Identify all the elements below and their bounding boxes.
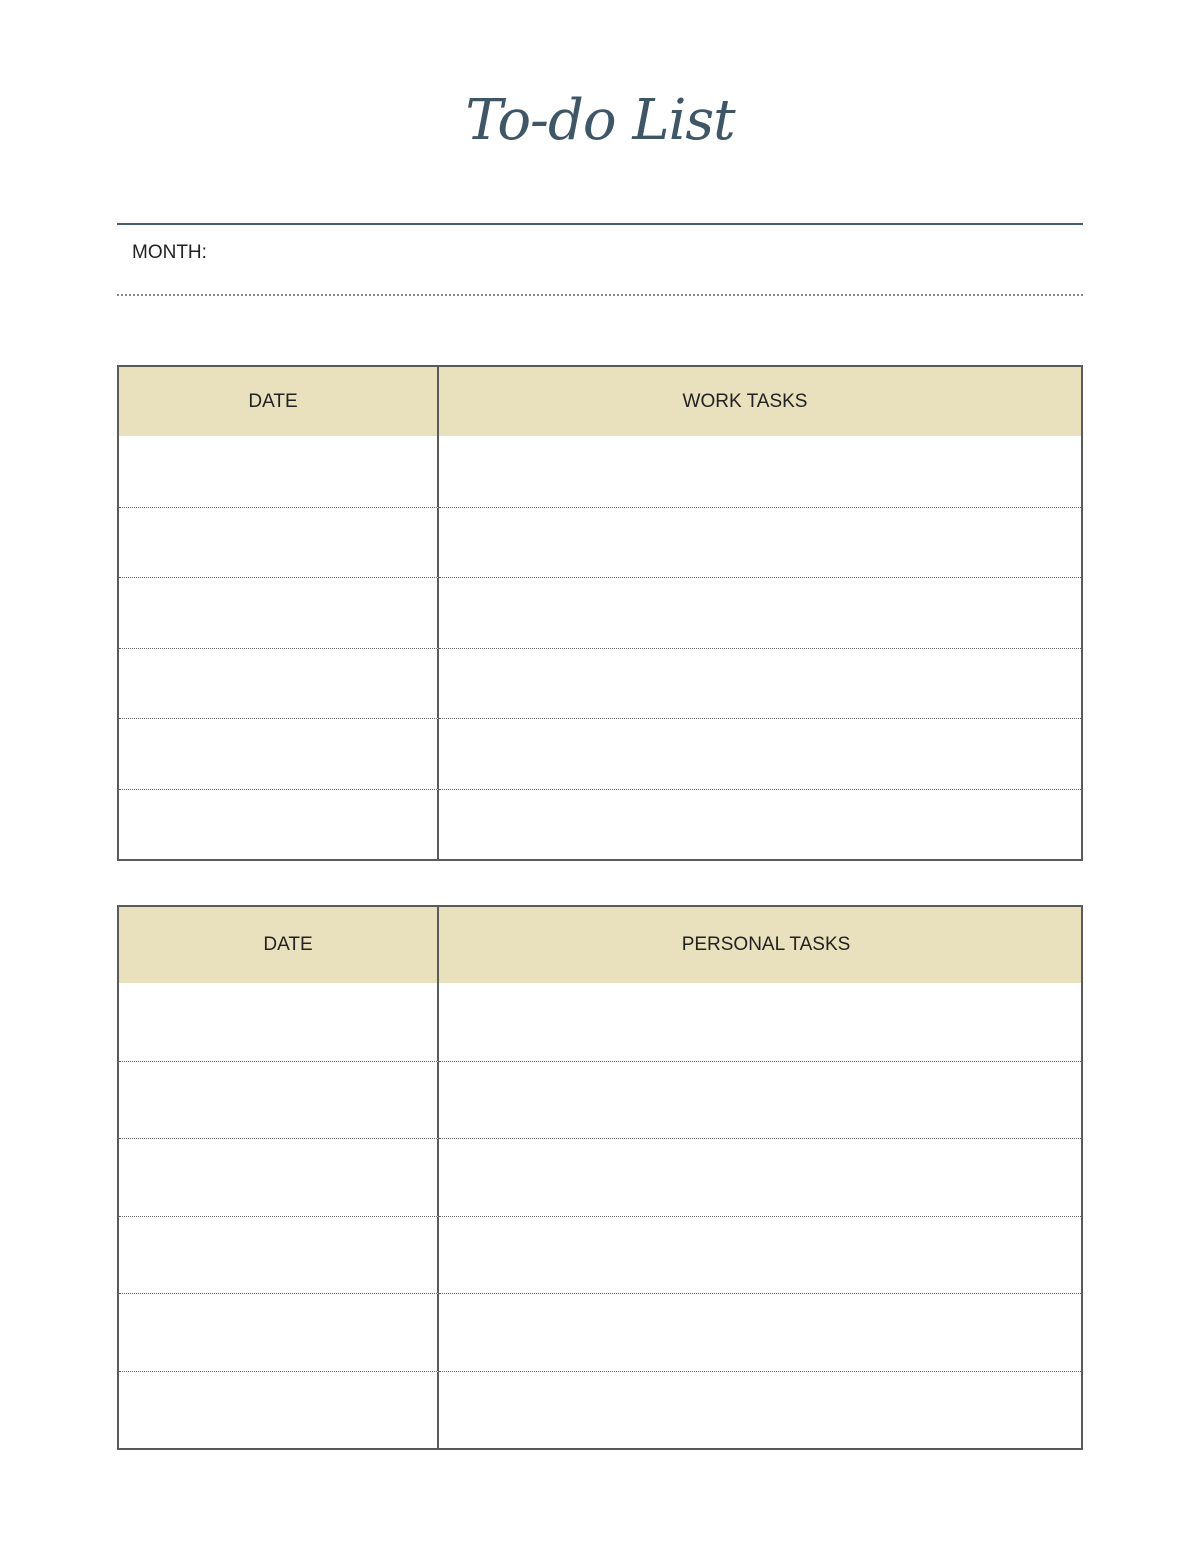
date-cell[interactable] [119, 577, 439, 648]
task-cell[interactable] [439, 648, 1081, 719]
page-title: To-do List [465, 88, 735, 153]
work-tasks-header-label: WORK TASKS [682, 390, 808, 412]
date-cell[interactable] [119, 1293, 439, 1371]
date-column-header [119, 367, 439, 436]
date-cell[interactable] [119, 1216, 439, 1294]
task-cell[interactable] [439, 1371, 1081, 1449]
month-input-line[interactable] [117, 294, 1083, 296]
date-header-label: DATE [263, 934, 313, 955]
date-cell[interactable] [119, 507, 439, 578]
task-cell[interactable] [439, 1061, 1081, 1139]
date-cell[interactable] [119, 1138, 439, 1216]
task-cell[interactable] [439, 789, 1081, 860]
date-cell[interactable] [119, 1371, 439, 1449]
task-cell[interactable] [439, 1293, 1081, 1371]
date-header-label: DATE [248, 390, 298, 412]
title-divider [117, 223, 1083, 225]
task-cell[interactable] [439, 436, 1081, 507]
task-cell[interactable] [439, 983, 1081, 1061]
task-cell[interactable] [439, 1138, 1081, 1216]
date-cell[interactable] [119, 789, 439, 860]
date-cell[interactable] [119, 1061, 439, 1139]
personal-tasks-column-header [439, 907, 1081, 983]
task-cell[interactable] [439, 507, 1081, 578]
month-label: MONTH: [132, 242, 207, 263]
date-cell[interactable] [119, 648, 439, 719]
task-cell[interactable] [439, 577, 1081, 648]
date-cell[interactable] [119, 436, 439, 507]
work-tasks-table [117, 365, 1083, 861]
personal-tasks-header-label: PERSONAL TASKS [681, 934, 851, 955]
personal-tasks-table [117, 905, 1083, 1450]
date-column-header [119, 907, 439, 983]
task-cell[interactable] [439, 718, 1081, 789]
date-cell[interactable] [119, 718, 439, 789]
task-cell[interactable] [439, 1216, 1081, 1294]
date-cell[interactable] [119, 983, 439, 1061]
work-tasks-column-header [439, 367, 1081, 436]
